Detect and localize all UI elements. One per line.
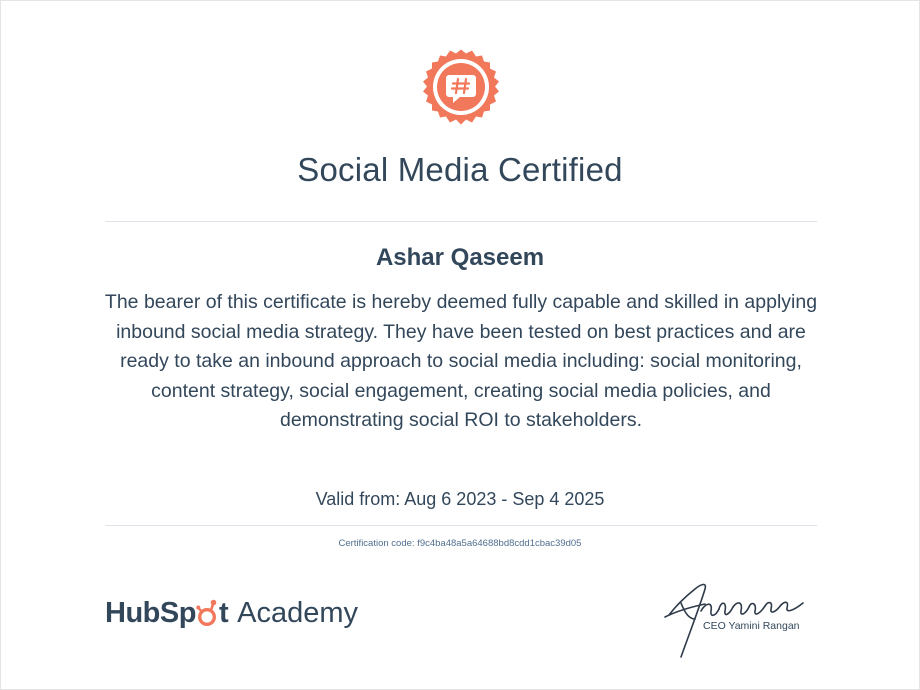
certification-badge-icon	[419, 45, 503, 129]
ceo-name-title: CEO Yamini Rangan	[703, 620, 800, 632]
logo-text-hubspot: HubSp	[105, 596, 196, 629]
certificate-description: The bearer of this certificate is hereby deemed fully capable and skilled in applying inbound social media strategy. They have been tested on best practices and are ready to take an inbound approach to social media including: social monitoring, content strategy, social engagement, creating social media policies, and demonstrating social ROI to stakeholders.	[104, 291, 818, 432]
hubspot-sprocket-icon	[196, 598, 220, 628]
validity-dates: Valid from: Aug 6 2023 - Sep 4 2025	[315, 489, 605, 509]
divider-top	[105, 221, 817, 222]
certificate-title: Social Media Certified	[297, 151, 623, 188]
logo-text-t: t	[218, 596, 229, 629]
hubspot-academy-logo	[105, 593, 358, 633]
divider-bottom	[105, 525, 817, 526]
certification-code: Certification code: f9c4ba48a5a64688bd8cdd1cbac39d05	[338, 538, 582, 549]
recipient-name: Ashar Qaseem	[375, 244, 545, 271]
logo-text-academy: Academy	[237, 596, 358, 629]
ceo-signature	[661, 573, 821, 663]
